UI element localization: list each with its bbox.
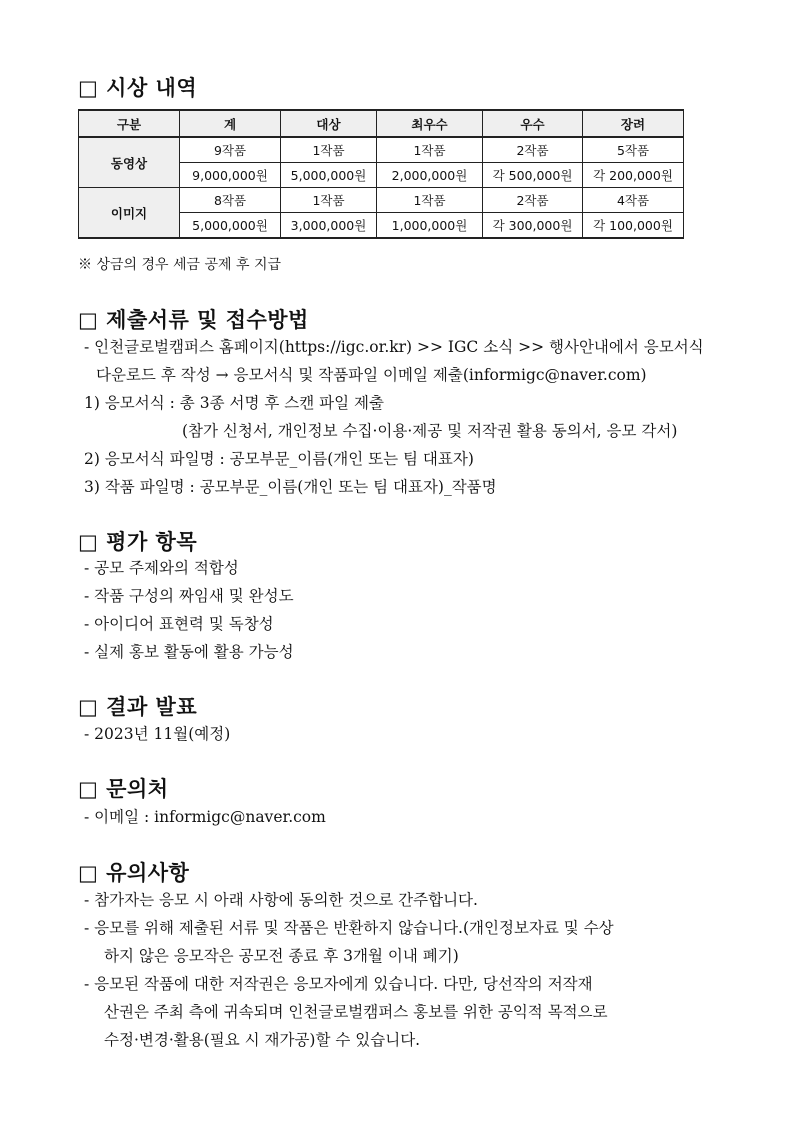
table-cell: 각 500,000원 bbox=[483, 163, 583, 188]
section-title-results: □ 결과 발표 bbox=[78, 695, 198, 719]
table-cell: 각 200,000원 bbox=[583, 163, 684, 188]
table-header-cell: 계 bbox=[180, 110, 281, 137]
table-cell: 1,000,000원 bbox=[377, 213, 483, 239]
table-header-cell: 대상 bbox=[281, 110, 377, 137]
section-title-awards: □ 시상 내역 bbox=[78, 76, 198, 100]
table-cell: 8작품 bbox=[180, 188, 281, 213]
notice-line: - 참가자는 응모 시 아래 사항에 동의한 것으로 간주합니다. bbox=[84, 891, 478, 909]
table-header-cell: 우수 bbox=[483, 110, 583, 137]
submission-line: 3) 작품 파일명 : 공모부문_이름(개인 또는 팀 대표자)_작품명 bbox=[84, 478, 497, 496]
table-cell: 5,000,000원 bbox=[180, 213, 281, 239]
notice-line: - 응모된 작품에 대한 저작권은 응모자에게 있습니다. 다만, 당선작의 저작재 bbox=[84, 975, 593, 993]
notice-line: 수정·변경·활용(필요 시 재가공)할 수 있습니다. bbox=[104, 1031, 421, 1049]
table-header-row bbox=[79, 110, 684, 137]
table-header-cell: 최우수 bbox=[377, 110, 483, 137]
table-cell: 3,000,000원 bbox=[281, 213, 377, 239]
table-cell: 2작품 bbox=[483, 188, 583, 213]
evaluation-item: - 실제 홍보 활동에 활용 가능성 bbox=[84, 643, 294, 661]
evaluation-item: - 작품 구성의 짜임새 및 완성도 bbox=[84, 587, 294, 605]
submission-line: 2) 응모서식 파일명 : 공모부문_이름(개인 또는 팀 대표자) bbox=[84, 450, 474, 468]
section-title-notices: □ 유의사항 bbox=[78, 861, 190, 885]
evaluation-item: - 아이디어 표현력 및 독창성 bbox=[84, 615, 274, 633]
table-header-cell: 장려 bbox=[583, 110, 684, 137]
evaluation-item: - 공모 주제와의 적합성 bbox=[84, 559, 239, 577]
table-cell: 9작품 bbox=[180, 137, 281, 163]
notice-line: 산권은 주최 측에 귀속되며 인천글로벌캠퍼스 홍보를 위한 공익적 목적으로 bbox=[104, 1003, 608, 1021]
table-cell: 1작품 bbox=[281, 188, 377, 213]
table-row bbox=[79, 137, 684, 163]
submission-line: - 인천글로벌캠퍼스 홈페이지(https://igc.or.kr) >> IGC 소식 >> 행사안내에서 응모서식 bbox=[84, 338, 704, 356]
section-title-evaluation: □ 평가 항목 bbox=[78, 530, 198, 554]
table-cell: 1작품 bbox=[377, 188, 483, 213]
submission-line: (참가 신청서, 개인정보 수집·이용·제공 및 저작권 활용 동의서, 응모 각서) bbox=[182, 422, 678, 440]
table-row-group-label: 동영상 bbox=[79, 137, 180, 188]
table-cell: 2,000,000원 bbox=[377, 163, 483, 188]
table-cell: 각 100,000원 bbox=[583, 213, 684, 239]
submission-line: 1) 응모서식 : 총 3종 서명 후 스캔 파일 제출 bbox=[84, 394, 384, 412]
table-row bbox=[79, 188, 684, 213]
submission-line: 다운로드 후 작성 → 응모서식 및 작품파일 이메일 제출(informigc@naver.com) bbox=[96, 366, 647, 384]
contact-email: - 이메일 : informigc@naver.com bbox=[84, 808, 326, 826]
table-cell: 9,000,000원 bbox=[180, 163, 281, 188]
notice-line: - 응모를 위해 제출된 서류 및 작품은 반환하지 않습니다.(개인정보자료 및 수상 bbox=[84, 919, 614, 937]
tax-note: ※ 상금의 경우 세금 공제 후 지급 bbox=[78, 257, 281, 273]
table-cell: 1작품 bbox=[377, 137, 483, 163]
notice-line: 하지 않은 응모작은 공모전 종료 후 3개월 이내 폐기) bbox=[104, 947, 459, 965]
awards-table bbox=[78, 109, 684, 239]
table-cell: 각 300,000원 bbox=[483, 213, 583, 239]
table-row-group-label: 이미지 bbox=[79, 188, 180, 239]
table-cell: 5,000,000원 bbox=[281, 163, 377, 188]
table-cell: 5작품 bbox=[583, 137, 684, 163]
table-header-cell: 구분 bbox=[79, 110, 180, 137]
results-date: - 2023년 11월(예정) bbox=[84, 725, 231, 743]
table-cell: 4작품 bbox=[583, 188, 684, 213]
table-cell: 2작품 bbox=[483, 137, 583, 163]
section-title-submission: □ 제출서류 및 접수방법 bbox=[78, 308, 309, 332]
section-title-contact: □ 문의처 bbox=[78, 777, 169, 801]
table-cell: 1작품 bbox=[281, 137, 377, 163]
